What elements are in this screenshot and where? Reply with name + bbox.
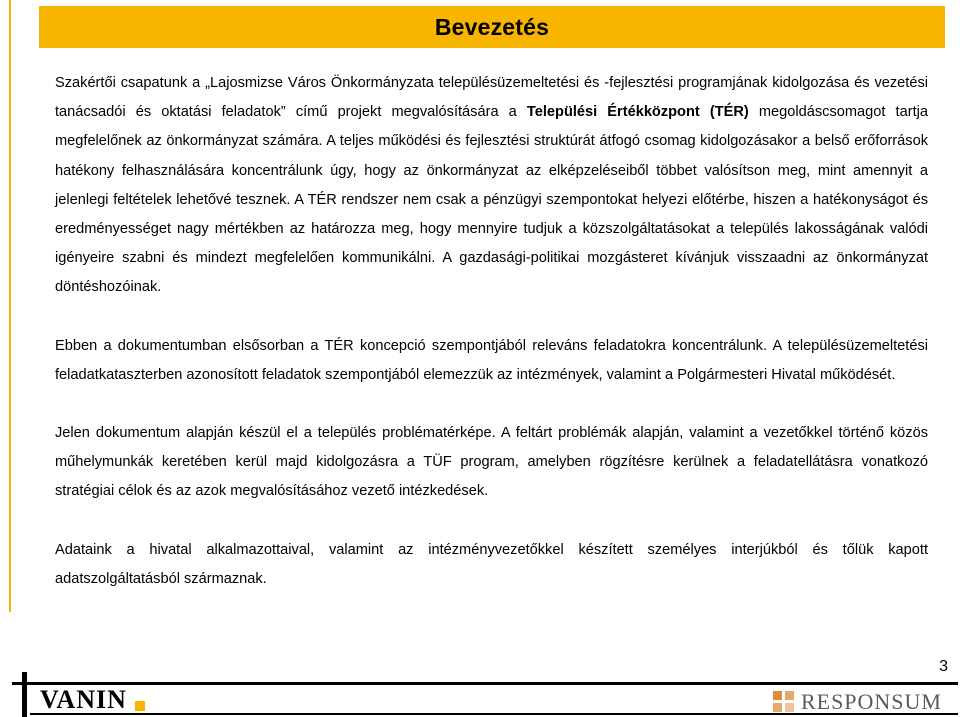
footer-left-mark xyxy=(22,672,27,717)
page-title: Bevezetés xyxy=(434,13,550,40)
responsum-logo-text: RESPONSUM xyxy=(800,689,942,714)
title-banner xyxy=(39,6,945,48)
vanin-square-icon xyxy=(135,701,145,711)
paragraph-intro-part1: Szakértői csapatunk a „Lajosmizse Város Önkormányzata településüzemeltetési és -fejlesztési programjának kidolgozása és vezetési tanácsadói és oktatási feladatok” című projekt megvalósítására a xyxy=(55,75,928,121)
responsum-mark-icon xyxy=(773,691,795,713)
paragraph-problem-map: Jelen dokumentum alapján készül el a település problématérképe. A feltárt problémák alapján, valamint a vezetőkkel történő közös műhelymunkák keretében kerül majd kidolgozásra a TÜF program, amelyben rögzítésre kerülnek a feladatellátásra vonatkozó stratégiai célok és az azok megvalósításához vezető intézkedések. xyxy=(55,425,928,500)
footer-rule xyxy=(30,682,958,685)
document-body xyxy=(55,69,928,594)
page-number: 3 xyxy=(939,658,948,675)
left-accent-rule xyxy=(9,0,11,612)
vanin-logo-text: VANIN xyxy=(40,685,127,714)
vanin-logo xyxy=(40,686,145,714)
paragraph-scope: Ebben a dokumentumban elsősorban a TÉR koncepció szempontjából releváns feladatokra koncentrálunk. A településüzemeltetési feladatkataszterben azonosított feladatok szempontjából elemezzük az intézmények, valamint a Polgármesteri Hivatal működését. xyxy=(55,337,928,383)
footer-left-tick xyxy=(12,682,30,685)
paragraph-sources: Adataink a hivatal alkalmazottaival, valamint az intézményvezetőkkel készített személyes interjúkból és tőlük kapott adatszolgáltatásból származnak. xyxy=(55,541,928,587)
responsum-logo xyxy=(773,690,942,714)
ter-emphasis: Települési Értékközpont (TÉR) xyxy=(526,104,749,121)
paragraph-intro-part2: megoldáscsomagot tartja megfelelőnek az önkormányzat számára. A teljes működési és fejlesztési struktúrát átfogó csomag kidolgozásakor a belső erőforrások hatékony felhasználására koncentrálunk úgy, hogy az önkormányzat az elképzeléseiből többet valósítson meg, mint amennyit a jelenlegi feltételek lehetővé tesznek. A TÉR rendszer nem csak a pénzügyi szempontokat helyezi előtérbe, hiszen a hatékonyságot és eredményességet nagy mértékben az határozza meg, hogy mennyire tudjuk a közszolgáltatásokat a település lakosságának valódi igényeire szabni és mindezt megfelelően kommunikálni. A gazdasági-politikai mozgásteret kívánjuk visszaadni az önkormányzat döntéshozóinak. xyxy=(55,104,928,296)
paragraph-intro xyxy=(55,69,928,303)
